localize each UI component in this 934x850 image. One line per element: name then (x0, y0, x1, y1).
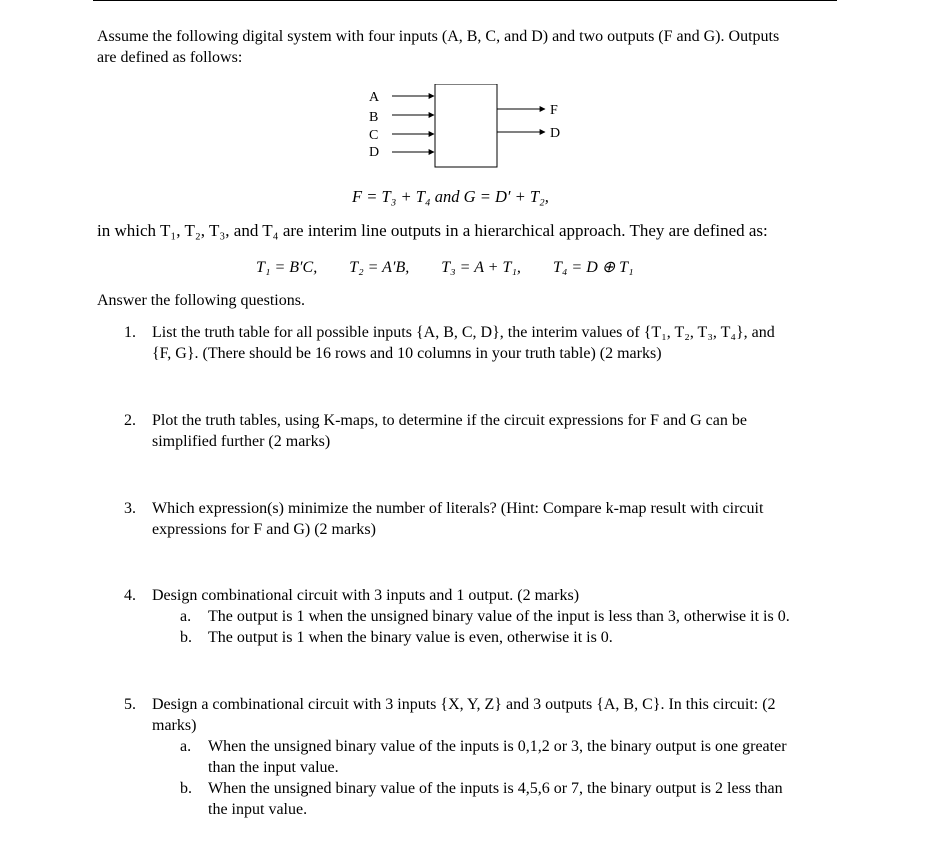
part-letter: a. (180, 608, 192, 625)
question-1 (124, 322, 824, 364)
part-text-line-2: than the input value. (208, 759, 339, 776)
system-block-diagram (360, 84, 580, 172)
output-label-d: D (550, 126, 561, 141)
input-label-b: B (369, 110, 379, 125)
question-4-part-a (180, 606, 824, 627)
definition-t2: T₂ = A′B, (349, 259, 410, 276)
question-1-line-1: List the truth table for all possible inputs {A, B, C, D}, the interim values of {T₁, T₂, T₃, T₄}, and (152, 324, 775, 341)
definition-t3: T₃ = A + T₁, (441, 259, 521, 276)
question-5 (124, 694, 824, 820)
output-equation: F = T₃ + T₄ and G = D′ + T₂, (352, 187, 549, 206)
question-2-line-1: Plot the truth tables, using K-maps, to determine if the circuit expressions for F and G can be (152, 412, 747, 429)
intro-line-1: Assume the following digital system with four inputs (A, B, C, and D) and two outputs (F and G). Outputs (97, 28, 780, 45)
question-2-line-2: simplified further (2 marks) (152, 433, 331, 450)
part-text-line-1: When the unsigned binary value of the inputs is 0,1,2 or 3, the binary output is one greater (208, 738, 787, 755)
output-label-f: F (550, 103, 558, 118)
part-text: The output is 1 when the binary value is even, otherwise it is 0. (208, 629, 613, 646)
question-3-line-2: expressions for F and G) (2 marks) (152, 521, 376, 538)
question-5-line-2: marks) (152, 717, 197, 734)
definition-t4: T₄ = D ⊕ T₁ (552, 259, 634, 276)
interim-definitions (256, 257, 662, 278)
question-5-part-b (180, 778, 824, 820)
question-4-part-b (180, 627, 824, 648)
question-4 (124, 585, 824, 648)
question-number: 4. (124, 587, 136, 604)
interim-outputs-sentence: in which T₁, T₂, T₃, and T₄ are interim line outputs in a hierarchical approach. They are defined as: (97, 221, 768, 240)
definition-t1: T₁ = B′C, (256, 259, 318, 276)
question-3-line-1: Which expression(s) minimize the number of literals? (Hint: Compare k-map result with circuit (152, 500, 764, 517)
question-number: 1. (124, 324, 136, 341)
question-number: 5. (124, 696, 136, 713)
question-5-line-1: Design a combinational circuit with 3 inputs {X, Y, Z} and 3 outputs {A, B, C}. In this circuit: (2 (152, 696, 776, 713)
input-label-d: D (369, 145, 380, 160)
question-5-part-a (180, 736, 824, 778)
intro-line-2: are defined as follows: (97, 49, 243, 66)
question-1-line-2: {F, G}. (There should be 16 rows and 10 columns in your truth table) (2 marks) (152, 345, 662, 362)
part-text-line-2: the input value. (208, 801, 308, 818)
intro-paragraph (97, 26, 779, 68)
part-text-line-1: When the unsigned binary value of the inputs is 4,5,6 or 7, the binary output is 2 less than (208, 780, 783, 797)
part-text: The output is 1 when the unsigned binary value of the input is less than 3, otherwise it is 0. (208, 608, 790, 625)
part-letter: b. (180, 780, 192, 797)
question-number: 2. (124, 412, 136, 429)
question-number: 3. (124, 500, 136, 517)
part-letter: a. (180, 738, 192, 755)
question-3 (124, 498, 824, 540)
answer-prompt: Answer the following questions. (97, 292, 305, 309)
question-2 (124, 410, 824, 452)
part-letter: b. (180, 629, 192, 646)
input-label-c: C (369, 128, 379, 143)
system-box (435, 84, 497, 167)
input-label-a: A (369, 90, 380, 105)
top-rule (93, 0, 837, 1)
question-4-line-1: Design combinational circuit with 3 inputs and 1 output. (2 marks) (152, 587, 580, 604)
